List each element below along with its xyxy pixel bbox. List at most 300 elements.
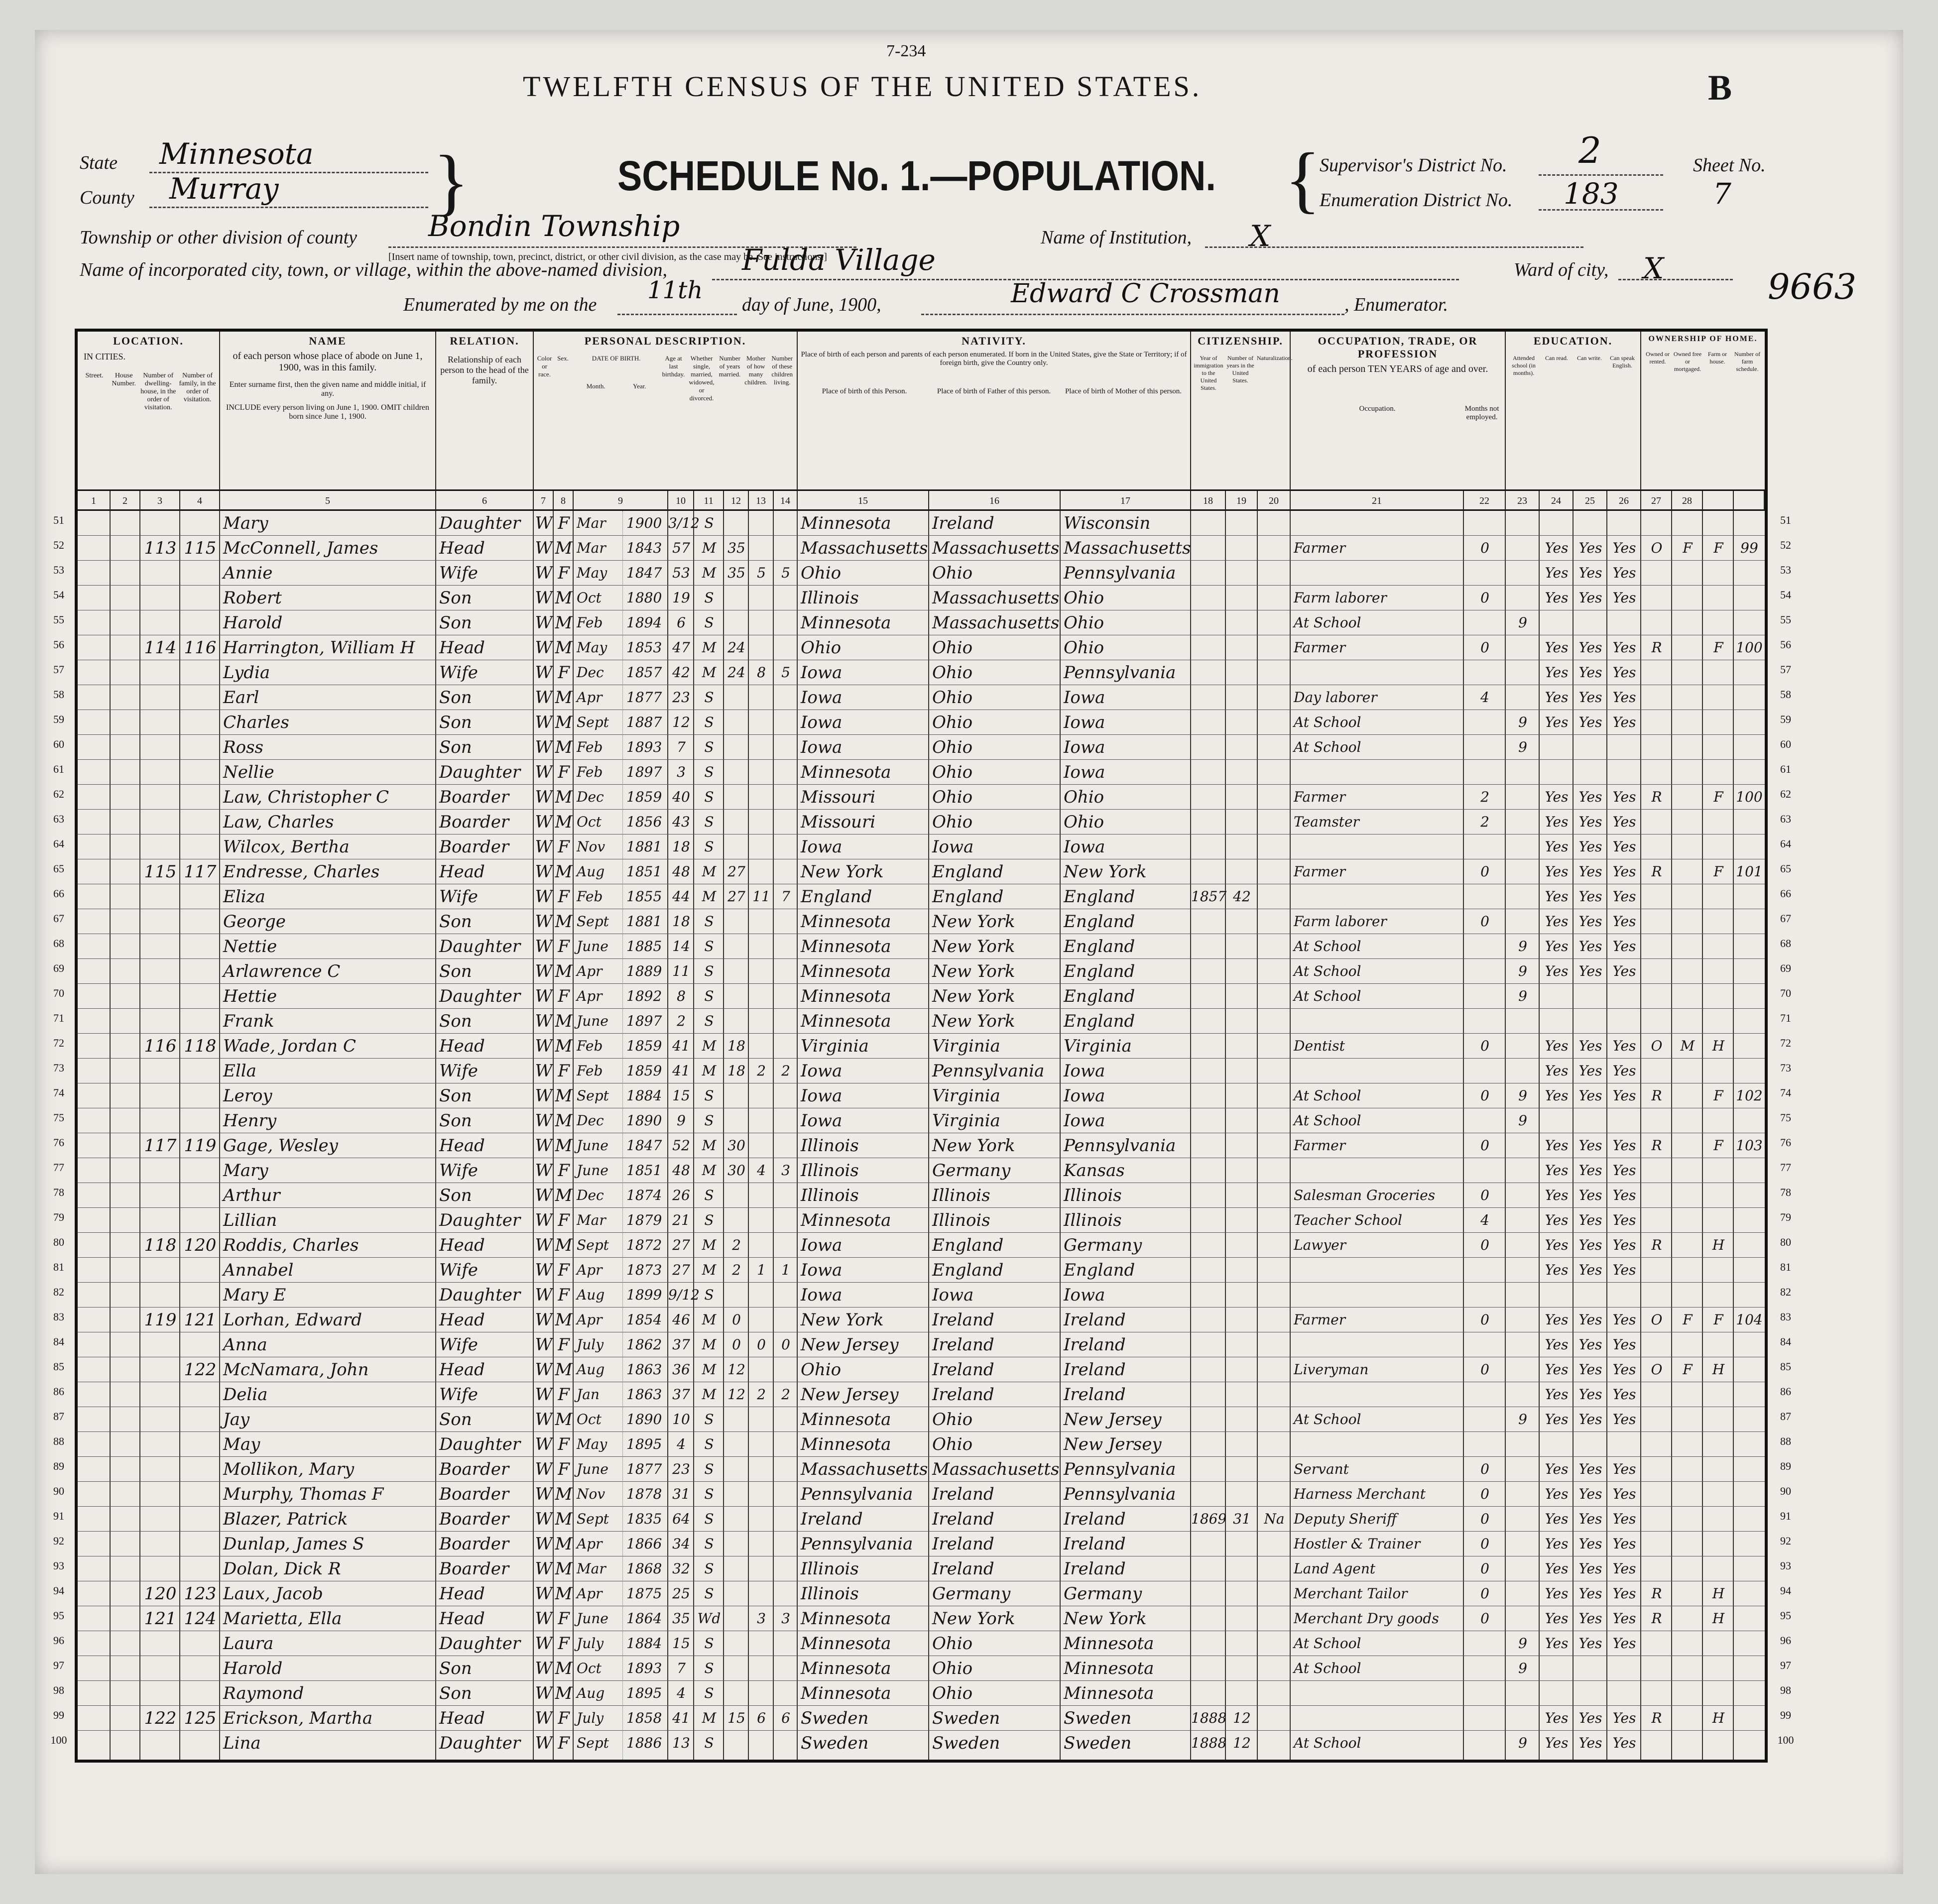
cell-mar: S [704, 988, 714, 1004]
cell-month: Nov [577, 1486, 606, 1502]
cell-age: 57 [672, 540, 690, 556]
cell-mo [749, 959, 774, 984]
cell-name: Blazer, Patrick [223, 1509, 348, 1529]
sheet-no-label: Sheet No. [1693, 155, 1766, 176]
cell-sch: 9 [1518, 1411, 1527, 1428]
cell-occ: At School [1294, 614, 1361, 631]
cell-fam [180, 1083, 220, 1108]
cell-bm: Ohio [1064, 588, 1104, 608]
cell-bf: Virginia [932, 1111, 1000, 1131]
age-col-label: Age at last birthday. [662, 355, 685, 378]
column-number: 6 [436, 491, 534, 511]
cell-year: 1893 [626, 739, 662, 755]
cell-own: R [1651, 639, 1662, 656]
column-number: 26 [1607, 491, 1641, 511]
cell-imm [1191, 1133, 1226, 1158]
cell-year: 1897 [626, 1013, 662, 1029]
cell-wr [1574, 760, 1607, 785]
cell-fam [180, 511, 220, 536]
cell-ch [774, 984, 798, 1009]
cell-age: 9/12 [668, 1287, 700, 1303]
cell-yrs [1226, 1183, 1258, 1208]
cell-bf: Sweden [932, 1733, 1000, 1753]
cell-sex: M [555, 1235, 573, 1255]
cell-mo: 1 [757, 1262, 766, 1278]
cell-bf: Massachusetts [932, 613, 1060, 633]
cell-color: W [535, 837, 553, 857]
table-row [78, 1332, 1765, 1357]
cell-bp: Pennsylvania [801, 1534, 913, 1554]
column-number: 1 [78, 491, 111, 511]
table-row [78, 536, 1765, 561]
cell-bf: Virginia [932, 1036, 1000, 1056]
cell-rel: Boarder [439, 1459, 509, 1479]
cell-bp: Iowa [801, 737, 843, 757]
cell-own: O [1651, 1038, 1663, 1054]
years-married-col-label: Number of years married. [719, 355, 741, 378]
cell-wr: Yes [1578, 863, 1602, 880]
cell-bm: England [1064, 961, 1135, 981]
immigration-col-label: Year of immigration to the United States. [1194, 355, 1223, 391]
cell-yrs [1226, 760, 1258, 785]
cell-bm: Iowa [1064, 837, 1105, 857]
cell-free [1672, 884, 1703, 909]
cell-unemp [1464, 1681, 1506, 1706]
cell-mo [749, 1507, 774, 1532]
cell-farm [1703, 1059, 1734, 1083]
cell-mo [749, 735, 774, 760]
cell-farm [1703, 1382, 1734, 1407]
cell-mo [749, 610, 774, 635]
cell-rd: Yes [1545, 863, 1569, 880]
cell-bm: Pennsylvania [1064, 563, 1176, 583]
cell-sch [1506, 1034, 1540, 1059]
cell-ym: 2 [732, 1237, 741, 1253]
cell-own [1641, 934, 1672, 959]
cell-farm [1703, 1258, 1734, 1283]
cell-occ: Farmer [1294, 1311, 1346, 1328]
cell-rd [1540, 1009, 1574, 1034]
cell-name: Frank [223, 1011, 274, 1031]
cell-fs [1734, 1532, 1765, 1556]
cell-nat [1258, 1706, 1291, 1731]
cell-month: Mar [577, 515, 606, 531]
cell-rel: Head [439, 1036, 485, 1056]
cell-sch [1506, 1233, 1540, 1258]
line-number-right: 84 [1780, 1335, 1791, 1348]
cell-color: W [535, 1708, 553, 1728]
cell-year: 1856 [626, 814, 662, 830]
cell-month: June [577, 1610, 608, 1627]
cell-en: Yes [1612, 913, 1636, 930]
cell-age: 35 [672, 1610, 690, 1627]
cell-fam [180, 959, 220, 984]
cell-year: 1872 [626, 1237, 662, 1253]
cell-unemp: 0 [1480, 913, 1489, 930]
cell-color: W [535, 1584, 553, 1604]
cell-age: 7 [677, 1660, 686, 1676]
cell-occ: Deputy Sheriff [1294, 1511, 1397, 1527]
cell-color: W [535, 1683, 553, 1703]
cell-rd: Yes [1545, 1710, 1569, 1726]
cell-sex: F [558, 663, 570, 683]
line-number-left: 52 [53, 539, 64, 551]
cell-bm: England [1064, 887, 1135, 907]
cell-age: 3/12 [668, 515, 700, 531]
cell-nat [1258, 810, 1291, 834]
cell-own [1641, 1407, 1672, 1432]
cell-sex: M [555, 737, 573, 757]
cell-imm [1191, 1432, 1226, 1457]
line-number-right: 72 [1780, 1037, 1791, 1049]
table-row [78, 1108, 1765, 1133]
cell-occ [1291, 561, 1464, 586]
cell-farm [1703, 511, 1734, 536]
cell-unemp: 0 [1480, 590, 1489, 606]
family-col-label: Number of family, in the order of visitation. [179, 372, 216, 403]
cell-month: Dec [577, 664, 604, 681]
column-number: 15 [798, 491, 929, 511]
cell-unemp: 4 [1480, 1212, 1489, 1228]
cell-dw [140, 934, 180, 959]
line-number-left: 64 [53, 837, 64, 850]
cell-yrs [1226, 1283, 1258, 1308]
cell-free [1672, 1656, 1703, 1681]
cell-occ [1291, 1681, 1464, 1706]
cell-sch: 9 [1518, 1087, 1527, 1104]
cell-fam: 118 [184, 1036, 217, 1056]
cell-wr: Yes [1578, 1237, 1602, 1253]
cell-sch [1506, 685, 1540, 710]
cell-own [1641, 1009, 1672, 1034]
cell-name: Murphy, Thomas F [223, 1484, 384, 1504]
cell-sex: M [555, 1036, 573, 1056]
line-number-right: 82 [1780, 1286, 1791, 1298]
cell-unemp [1464, 511, 1506, 536]
line-number-right: 69 [1780, 962, 1791, 974]
cell-free [1672, 760, 1703, 785]
cell-yrs [1226, 1208, 1258, 1233]
cell-color: W [535, 812, 553, 832]
cell-rel: Boarder [439, 1534, 509, 1554]
cell-own [1641, 610, 1672, 635]
cell-wr: Yes [1578, 565, 1602, 581]
cell-imm [1191, 785, 1226, 810]
cell-age: 48 [672, 863, 690, 880]
cell-color: W [535, 1086, 553, 1106]
cell-dw [140, 685, 180, 710]
cell-own [1641, 1556, 1672, 1581]
cell-ym: 18 [727, 1063, 745, 1079]
cell-fam: 124 [184, 1609, 217, 1629]
cell-name: Endresse, Charles [223, 862, 380, 882]
cell-name: May [223, 1434, 260, 1454]
cell-mar: S [704, 515, 714, 531]
cell-color: W [535, 1609, 553, 1629]
cell-bf: Illinois [932, 1186, 990, 1205]
cell-en [1607, 735, 1641, 760]
cell-ym: 24 [727, 639, 745, 656]
cell-imm [1191, 810, 1226, 834]
cell-ym [724, 1108, 749, 1133]
cell-wr: Yes [1578, 1386, 1602, 1403]
cell-rel: Boarder [439, 1559, 509, 1579]
cell-free [1672, 586, 1703, 610]
cell-mar: M [702, 1137, 717, 1154]
column-number: 2 [111, 491, 140, 511]
cell-sch [1506, 1382, 1540, 1407]
cell-dw: 122 [144, 1708, 177, 1728]
line-number-left: 65 [53, 862, 64, 875]
cell-dw [140, 710, 180, 735]
cell-occ [1291, 760, 1464, 785]
cell-nat [1258, 1457, 1291, 1482]
cell-color: W [535, 713, 553, 732]
cell-rd: Yes [1545, 1585, 1569, 1602]
cell-free [1672, 1706, 1703, 1731]
cell-month: June [577, 1162, 608, 1179]
cell-wr [1574, 1681, 1607, 1706]
cell-own [1641, 1208, 1672, 1233]
cell-unemp [1464, 1158, 1506, 1183]
cell-free [1672, 1581, 1703, 1606]
cell-year: 1895 [626, 1685, 662, 1701]
cell-nat [1258, 635, 1291, 660]
cell-sch [1506, 859, 1540, 884]
cell-nat [1258, 1308, 1291, 1332]
cell-occ [1291, 1283, 1464, 1308]
cell-rel: Wife [439, 1161, 478, 1181]
cell-free [1672, 1258, 1703, 1283]
cell-sex: M [555, 613, 573, 633]
cell-mar: M [702, 1063, 717, 1079]
table-row [78, 1208, 1765, 1233]
cell-mar: S [704, 1560, 714, 1577]
cell-mar: M [702, 1386, 717, 1403]
cell-sex: M [555, 1186, 573, 1205]
location-title: LOCATION. [113, 335, 184, 347]
cell-ch: 2 [781, 1063, 790, 1079]
line-number-right: 80 [1780, 1236, 1791, 1248]
cell-mar: S [704, 814, 714, 830]
cell-dw [140, 1332, 180, 1357]
cell-dw [140, 884, 180, 909]
column-number: 10 [668, 491, 694, 511]
table-row [78, 1432, 1765, 1457]
cell-wr: Yes [1578, 540, 1602, 556]
location-header [78, 332, 220, 491]
table-row [78, 1133, 1765, 1158]
cell-bf: Ireland [932, 1559, 994, 1579]
cell-nat [1258, 1208, 1291, 1233]
cell-yrs [1226, 1233, 1258, 1258]
cell-imm [1191, 1656, 1226, 1681]
cell-sex: M [555, 588, 573, 608]
column-number: 25 [1574, 491, 1607, 511]
cell-en: Yes [1612, 1536, 1636, 1552]
cell-yrs [1226, 1083, 1258, 1108]
cell-unemp [1464, 1009, 1506, 1034]
name-header [220, 332, 436, 491]
cell-mar: M [702, 1162, 717, 1179]
cell-sex: M [555, 1011, 573, 1031]
cell-wr: Yes [1578, 789, 1602, 805]
cell-age: 13 [672, 1735, 690, 1751]
cell-en [1607, 760, 1641, 785]
cell-farm [1703, 884, 1734, 909]
cell-fs [1734, 1606, 1765, 1631]
cell-name: Law, Charles [223, 812, 334, 832]
cell-rel: Head [439, 1584, 485, 1604]
line-number-left: 61 [53, 763, 64, 775]
line-number-left: 87 [53, 1410, 64, 1423]
cell-mar: S [704, 1013, 714, 1029]
cell-yrs [1226, 1034, 1258, 1059]
cell-occ: At School [1294, 988, 1361, 1004]
cell-rd: Yes [1545, 1386, 1569, 1403]
cell-imm [1191, 735, 1226, 760]
cell-en: Yes [1612, 1511, 1636, 1527]
cell-nat [1258, 984, 1291, 1009]
cell-occ [1291, 1258, 1464, 1283]
cell-sex: F [558, 1634, 570, 1654]
cell-nat [1258, 1332, 1291, 1357]
cell-unemp [1464, 984, 1506, 1009]
cell-sex: F [558, 1434, 570, 1454]
table-row [78, 1183, 1765, 1208]
cell-bm: Iowa [1064, 1061, 1105, 1081]
cell-wr [1574, 1432, 1607, 1457]
cell-month: Apr [577, 988, 603, 1004]
cell-color: W [535, 961, 553, 981]
cell-bm: Minnesota [1064, 1634, 1154, 1654]
cell-farm [1703, 810, 1734, 834]
cell-age: 32 [672, 1560, 690, 1577]
cell-mo: 6 [757, 1710, 766, 1726]
cell-bm: Ohio [1064, 787, 1104, 807]
cell-free [1672, 1133, 1703, 1158]
cell-unemp: 0 [1480, 639, 1489, 656]
cell-mar: M [702, 664, 717, 681]
cell-color: W [535, 1559, 553, 1579]
table-row [78, 1308, 1765, 1332]
cell-year: 1847 [626, 1137, 662, 1154]
cell-age: 48 [672, 1162, 690, 1179]
cell-unemp [1464, 934, 1506, 959]
cell-nat [1258, 1656, 1291, 1681]
cell-free [1672, 1183, 1703, 1208]
cell-name: Mary [223, 1161, 268, 1181]
cell-month: Oct [577, 1660, 602, 1676]
cell-name: Erickson, Martha [223, 1708, 373, 1728]
cell-color: W [535, 1285, 553, 1305]
line-number-left: 71 [53, 1012, 64, 1024]
cell-dw [140, 1457, 180, 1482]
cell-free [1672, 1457, 1703, 1482]
cell-dw: 113 [144, 538, 177, 558]
farm-col-label: Farm or house. [1707, 351, 1727, 365]
cell-age: 27 [672, 1262, 690, 1278]
cell-rd: Yes [1545, 1311, 1569, 1328]
cell-ym: 2 [732, 1262, 741, 1278]
cell-occ: Lawyer [1294, 1237, 1346, 1253]
cell-imm [1191, 635, 1226, 660]
cell-fam [180, 586, 220, 610]
cell-yrs [1226, 1407, 1258, 1432]
cell-rel: Daughter [439, 937, 521, 956]
table-row [78, 685, 1765, 710]
column-number: 16 [929, 491, 1061, 511]
cell-en: Yes [1612, 1336, 1636, 1353]
cell-bf: Ohio [932, 1634, 973, 1654]
cell-sch [1506, 884, 1540, 909]
cell-bm: England [1064, 1260, 1135, 1280]
cell-bp: Minnesota [801, 1683, 891, 1703]
cell-bm: Iowa [1064, 1285, 1105, 1305]
cell-fs [1734, 586, 1765, 610]
cell-rd: Yes [1545, 888, 1569, 905]
occupation-header [1291, 332, 1506, 491]
table-row [78, 511, 1765, 536]
cell-mo [749, 834, 774, 859]
cell-ch [774, 1357, 798, 1382]
cell-fam [180, 1382, 220, 1407]
cell-color: W [535, 663, 553, 683]
cell-fs [1734, 884, 1765, 909]
cell-own [1641, 1108, 1672, 1133]
line-number-left: 58 [53, 688, 64, 701]
cell-ch [774, 959, 798, 984]
cell-rel: Son [439, 737, 472, 757]
cell-bf: Ohio [932, 1659, 973, 1678]
cell-dw [140, 1208, 180, 1233]
cell-ch [774, 934, 798, 959]
cell-bf: Ohio [932, 762, 973, 782]
cell-unemp [1464, 1656, 1506, 1681]
line-number-left: 68 [53, 937, 64, 950]
cell-free [1672, 1731, 1703, 1756]
cell-fam [180, 1457, 220, 1482]
cell-bp: Minnesota [801, 1434, 891, 1454]
cell-rel: Head [439, 638, 485, 658]
cell-fam [180, 834, 220, 859]
cell-mar: M [702, 1361, 717, 1378]
cell-rel: Son [439, 688, 472, 708]
cell-nat [1258, 859, 1291, 884]
cell-imm [1191, 760, 1226, 785]
occupation-description: of each person TEN YEARS of age and over. [1307, 363, 1488, 374]
cell-bf: Ohio [932, 1683, 973, 1703]
line-number-left: 80 [53, 1236, 64, 1248]
ed-label: Enumeration District No. [1320, 190, 1513, 211]
cell-farm [1703, 1407, 1734, 1432]
cell-rel: Wife [439, 1385, 478, 1405]
cell-ym [724, 685, 749, 710]
cell-farm [1703, 1108, 1734, 1133]
in-cities-title: IN CITIES. [84, 352, 125, 361]
cell-en: Yes [1612, 565, 1636, 581]
cell-year: 1887 [626, 714, 662, 730]
cell-sex: M [555, 1136, 573, 1156]
cell-mo [749, 1556, 774, 1581]
cell-sch [1506, 1059, 1540, 1083]
cell-rd: Yes [1545, 689, 1569, 706]
cell-fs [1734, 1357, 1765, 1382]
cell-en: Yes [1612, 1237, 1636, 1253]
line-number-right: 95 [1780, 1609, 1791, 1622]
cell-ch [774, 1556, 798, 1581]
cell-rel: Wife [439, 1061, 478, 1081]
